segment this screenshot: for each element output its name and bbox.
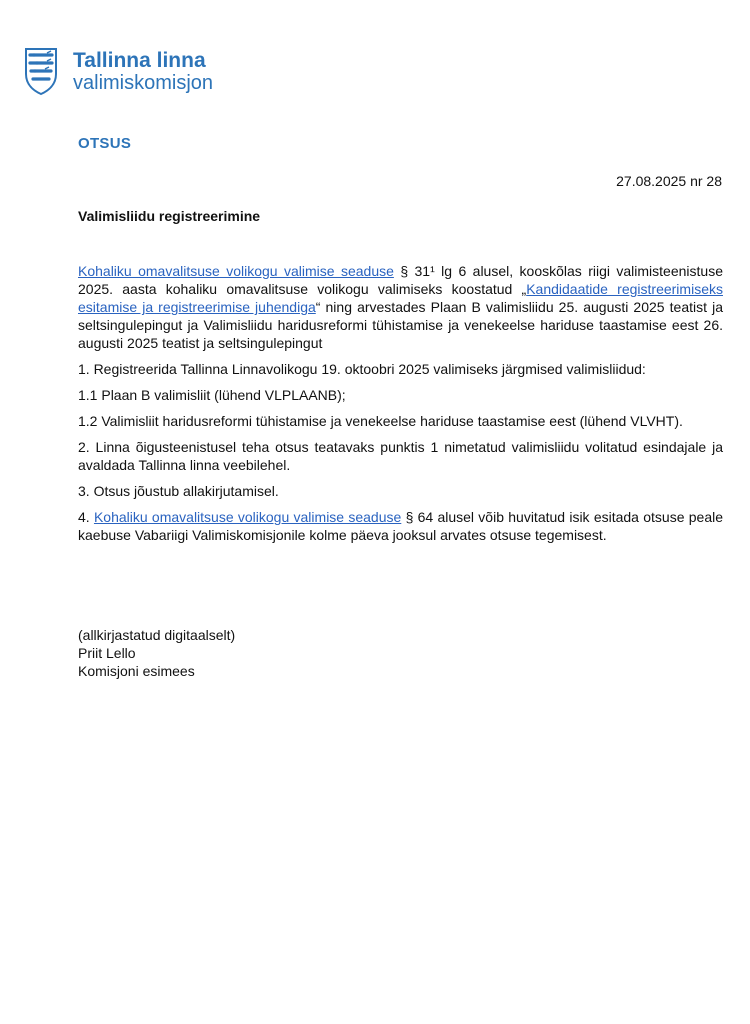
preamble-text-part1: § 31¹ lg 6 alusel, kooskõlas riigi valimisteenistuse 2025. aasta kohaliku omavalitsuse volikogu valimiseks koostatud „ bbox=[78, 263, 723, 297]
item-4-text: § 64 alusel võib huvitatud isik esitada otsuse peale kaebuse Vabariigi Valimiskomisjonile kolme päeva jooksul arvates otsuse tegemisest. bbox=[78, 509, 723, 543]
signatory-position: Komisjoni esimees bbox=[78, 663, 195, 679]
signature-block bbox=[78, 626, 235, 680]
item-1-1: 1.1 Plaan B valimisliit (lühend VLPLAANB); bbox=[78, 387, 346, 403]
document-body bbox=[78, 262, 723, 552]
guide-link[interactable]: Kandidaatide registreerimiseks esitamise ja registreerimise juhendiga bbox=[78, 281, 723, 315]
law-link-appeal[interactable]: Kohaliku omavalitsuse volikogu valimise seaduse bbox=[93, 509, 402, 525]
item-3: 3. Otsus jõustub allakirjutamisel. bbox=[78, 483, 279, 499]
item-1: 1. Registreerida Tallinna Linnavolikogu 19. oktoobri 2025 valimiseks järgmised valimisliidud: bbox=[78, 361, 646, 377]
signatory-name: Priit Lello bbox=[78, 645, 136, 661]
document-title: Valimisliidu registreerimine bbox=[78, 208, 261, 224]
signature-note: (allkirjastatud digitaalselt) bbox=[78, 627, 236, 643]
item-2: 2. Linna õigusteenistusel teha otsus teatavaks punktis 1 nimetatud valimisliidu volitatud esindajale ja avaldada Tallinna linna veebilehel. bbox=[78, 439, 723, 473]
preamble-text-part2: “ ning arvestades Plaan B valimisliidu 25. augusti 2025 teatist ja seltsingulepingut ja Valimisliidu haridusreformi tühistamise ja venekeelse hariduse taastamise eest 26. augusti 2025 teatist ja seltsingulepingut bbox=[78, 299, 723, 351]
organization-name bbox=[73, 46, 213, 94]
date-and-number: 27.08.2025 nr 28 bbox=[616, 173, 722, 189]
preamble-paragraph bbox=[78, 262, 723, 352]
coat-of-arms-icon bbox=[23, 46, 59, 96]
item-4 bbox=[78, 508, 723, 544]
organization-name-line2: valimiskomisjon bbox=[73, 72, 214, 94]
law-link[interactable]: Kohaliku omavalitsuse volikogu valimise seaduse bbox=[78, 263, 394, 279]
item-4-prefix: 4. bbox=[78, 509, 94, 525]
organization-name-line1: Tallinna linna bbox=[73, 49, 206, 72]
item-1-2: 1.2 Valimisliit haridusreformi tühistamise ja venekeelse hariduse taastamise eest (lühend VLVHT). bbox=[78, 413, 683, 429]
decision-type-heading: OTSUS bbox=[78, 135, 132, 152]
header bbox=[23, 46, 213, 96]
